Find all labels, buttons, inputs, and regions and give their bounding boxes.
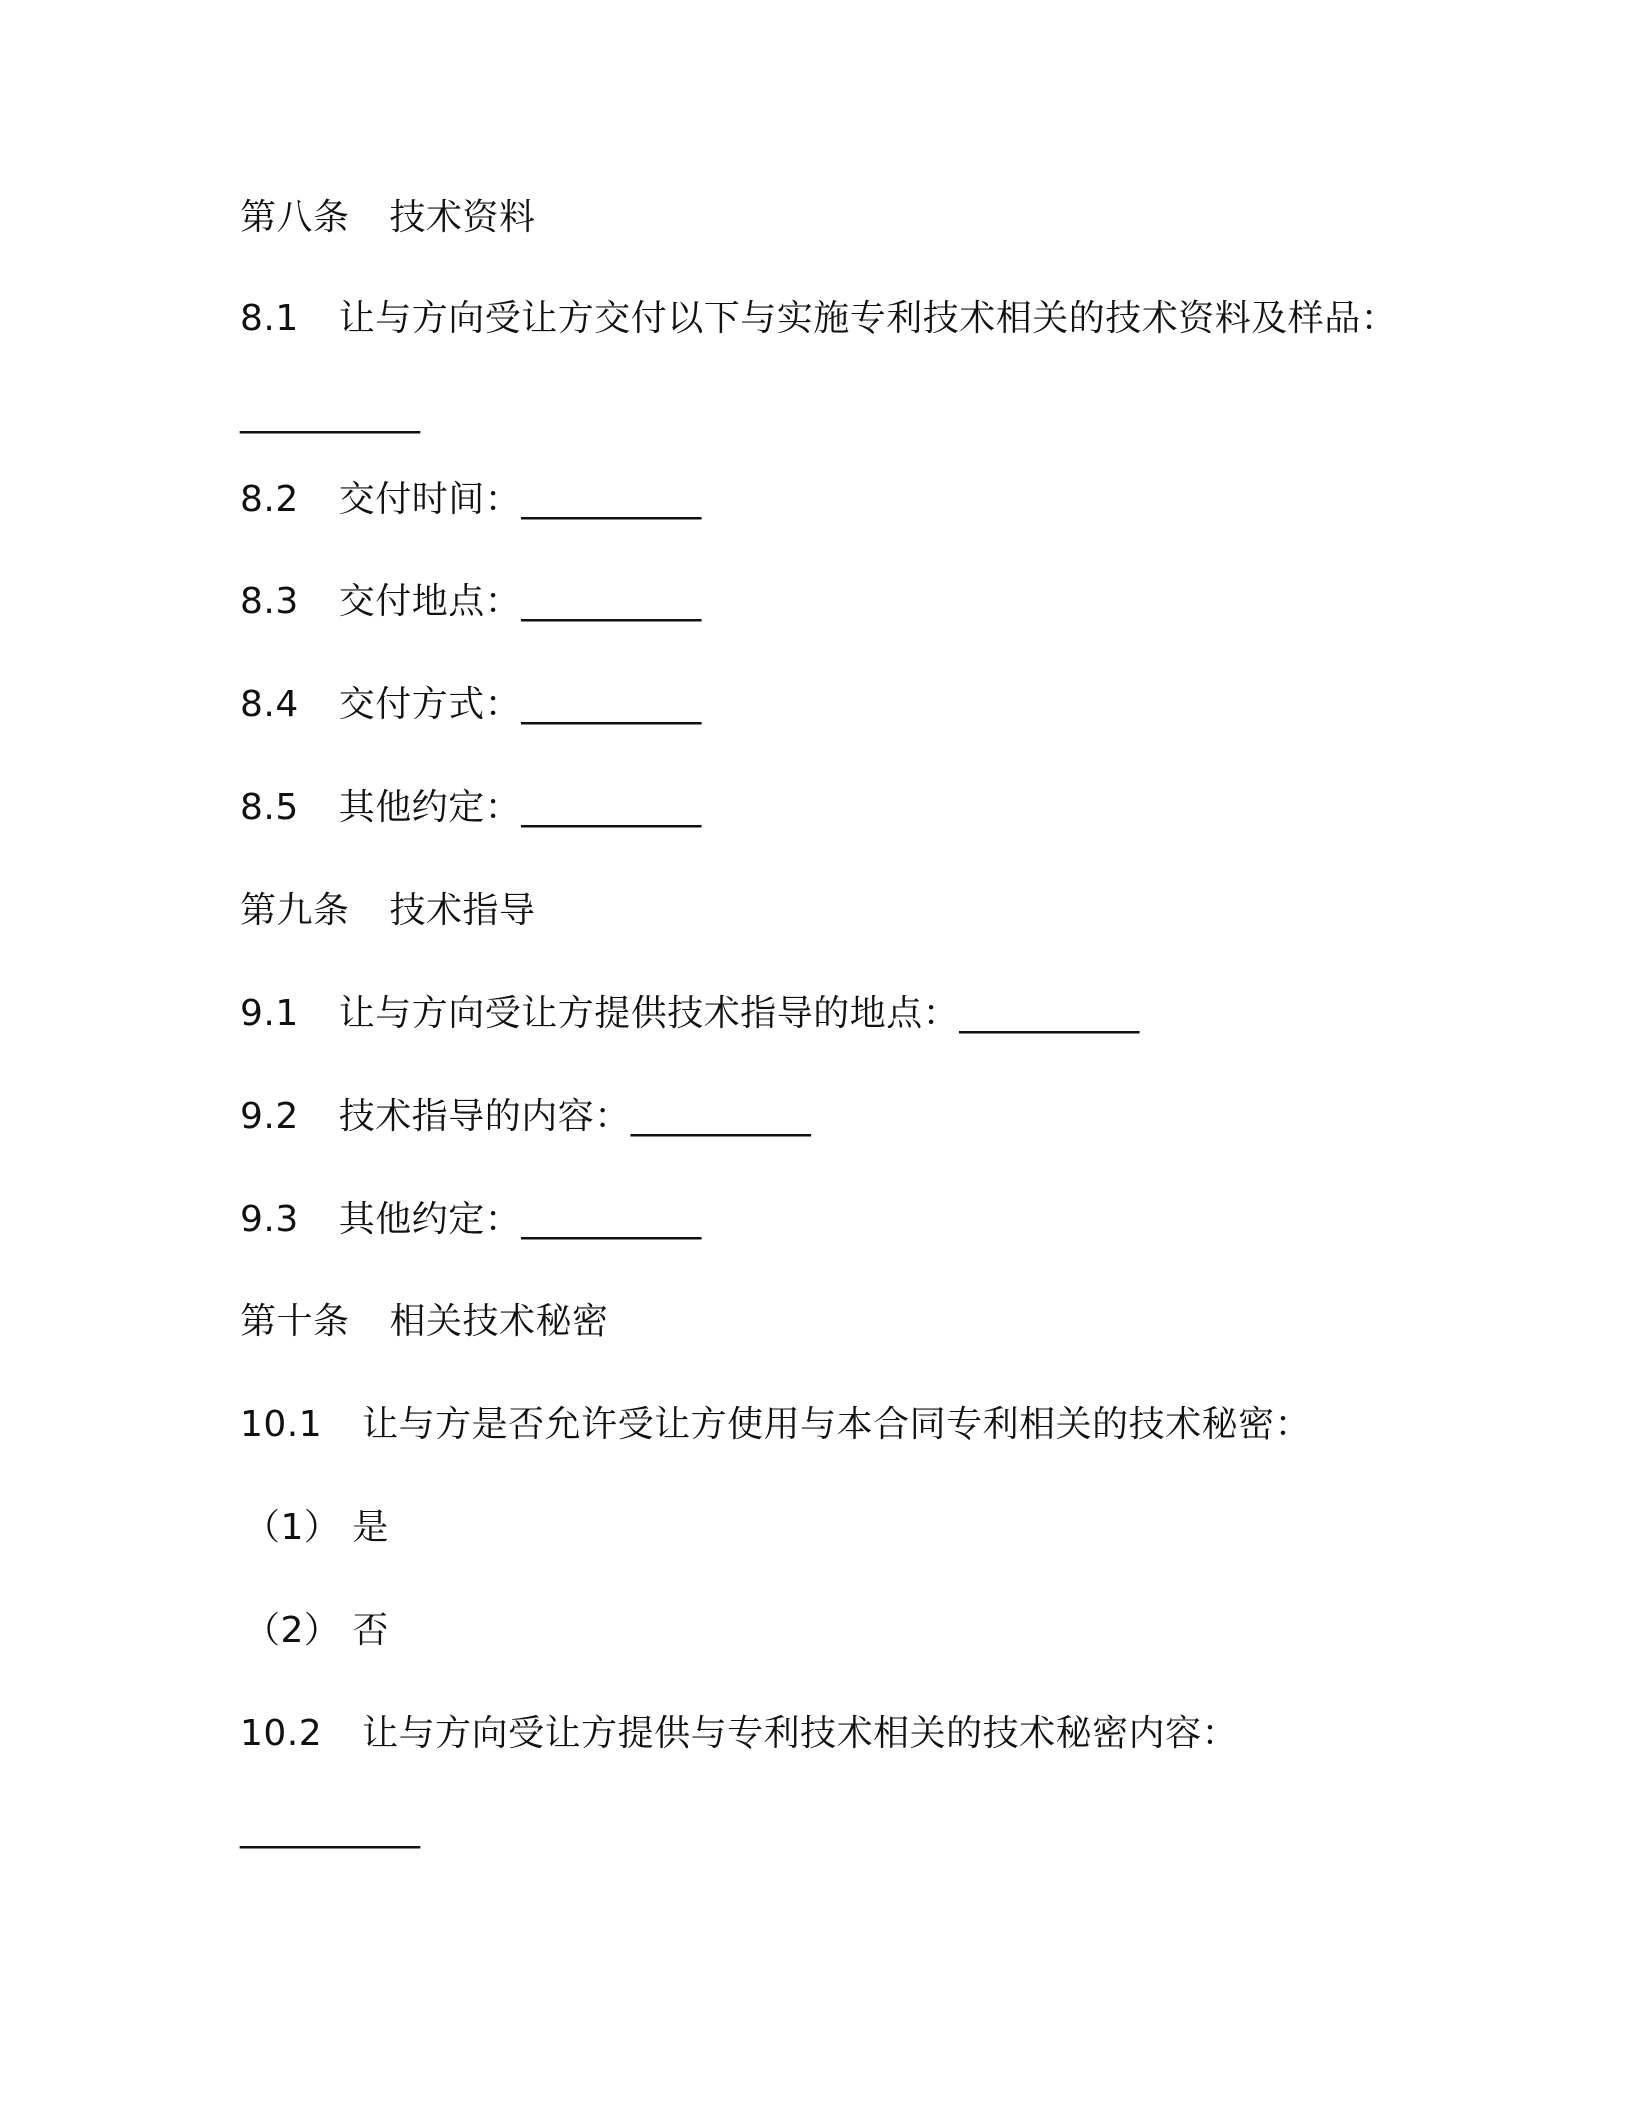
option-2	[244, 1609, 389, 1653]
clause-9-1	[240, 992, 1139, 1036]
article-9-heading	[240, 889, 536, 933]
clause-number: 8.4	[240, 684, 299, 725]
article-8-number: 第八条	[240, 197, 350, 238]
fill-blank: __________	[959, 993, 1140, 1034]
article-8-heading	[240, 196, 536, 240]
fill-blank: __________	[630, 1096, 811, 1137]
clause-8-1	[240, 297, 1397, 341]
clause-8-1-blank: __________	[240, 393, 420, 434]
fill-blank: __________	[521, 581, 702, 622]
clause-text: 让与方向受让方交付以下与实施专利技术相关的技术资料及样品：	[338, 298, 1398, 339]
clause-text: 交付地点：	[338, 581, 522, 622]
clause-9-3	[240, 1198, 701, 1242]
article-9-title: 技术指导	[389, 890, 536, 931]
article-9-number: 第九条	[240, 890, 350, 931]
fill-blank: __________	[521, 1199, 702, 1240]
clause-text: 让与方是否允许受让方使用与本合同专利相关的技术秘密：	[362, 1404, 1312, 1445]
option-1	[244, 1506, 389, 1550]
clause-10-2	[240, 1712, 1238, 1756]
clause-number: 9.3	[240, 1199, 299, 1240]
clause-text: 其他约定：	[338, 1199, 522, 1240]
option-text: 否	[352, 1610, 389, 1651]
fill-blank: __________	[521, 684, 702, 725]
clause-number: 8.1	[240, 298, 299, 339]
option-number: （2）	[244, 1610, 341, 1651]
clause-number: 8.2	[240, 479, 299, 520]
article-8-title: 技术资料	[389, 197, 536, 238]
clause-text: 交付时间：	[338, 479, 522, 520]
article-10-heading	[240, 1300, 609, 1344]
clause-number: 10.2	[240, 1713, 323, 1754]
clause-text: 让与方向受让方提供技术指导的地点：	[338, 993, 960, 1034]
clause-text: 交付方式：	[338, 684, 522, 725]
fill-blank: __________	[521, 479, 702, 520]
clause-10-1	[240, 1403, 1311, 1447]
clause-10-2-blank: __________	[240, 1808, 420, 1849]
clause-8-2	[240, 478, 701, 522]
clause-number: 8.5	[240, 787, 299, 828]
clause-8-3	[240, 580, 701, 624]
clause-number: 9.2	[240, 1096, 299, 1137]
clause-number: 9.1	[240, 993, 299, 1034]
article-10-title: 相关技术秘密	[389, 1301, 609, 1342]
clause-9-2	[240, 1095, 811, 1139]
clause-8-4	[240, 683, 701, 727]
clause-8-5	[240, 786, 701, 830]
clause-number: 8.3	[240, 581, 299, 622]
clause-text: 让与方向受让方提供与专利技术相关的技术秘密内容：	[362, 1713, 1239, 1754]
fill-blank: __________	[521, 787, 702, 828]
clause-number: 10.1	[240, 1404, 323, 1445]
option-number: （1）	[244, 1507, 341, 1548]
option-text: 是	[352, 1507, 389, 1548]
clause-text: 技术指导的内容：	[338, 1096, 631, 1137]
article-10-number: 第十条	[240, 1301, 350, 1342]
clause-text: 其他约定：	[338, 787, 522, 828]
